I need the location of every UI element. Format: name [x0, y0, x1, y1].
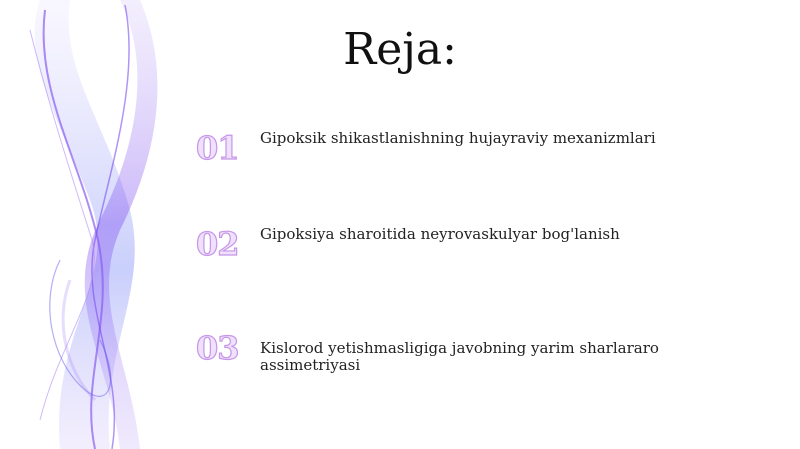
agenda-item-number: 02 [196, 225, 239, 263]
agenda-item [196, 128, 756, 188]
agenda-item [196, 328, 756, 388]
slide-title: Reja: [343, 24, 457, 75]
agenda-item-text: Kislorod yetishmasligiga javobning yarim sharlararo assimetriyasi [260, 339, 659, 374]
purple-ribbon-decoration-icon [0, 0, 200, 449]
agenda-item [196, 224, 756, 284]
agenda-item-number: 01 [196, 129, 239, 167]
agenda-item-text: Gipoksik shikastlanishning hujayraviy mexanizmlari [260, 129, 656, 147]
agenda-item-number: 03 [196, 329, 239, 367]
agenda-item-text: Gipoksiya sharoitida neyrovaskulyar bog'lanish [260, 225, 620, 243]
